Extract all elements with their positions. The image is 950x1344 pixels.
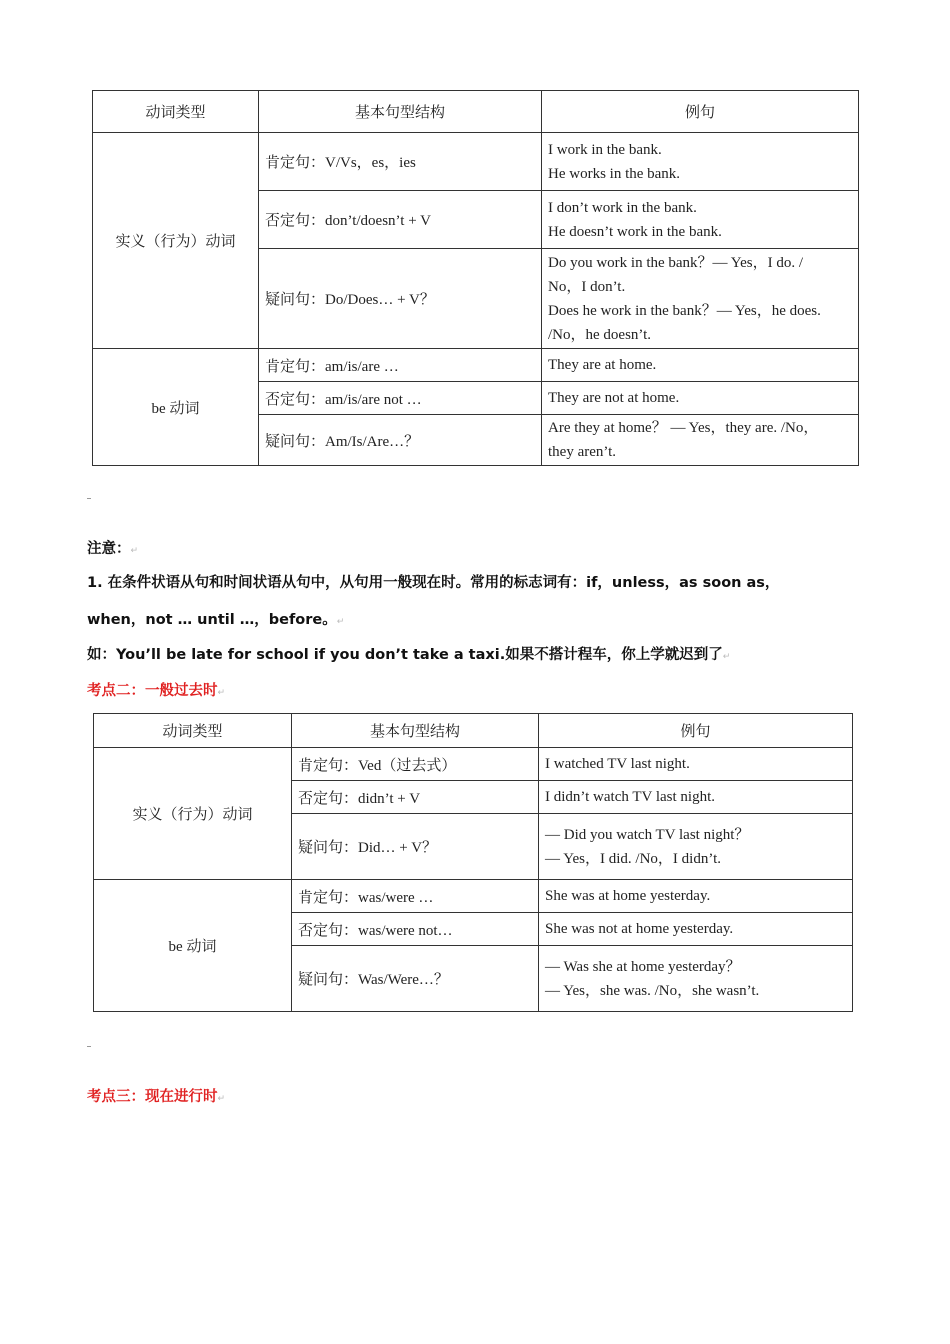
structure-cell: 否定句：was/were not… (292, 913, 539, 946)
example-line: /No，he doesn’t. (548, 326, 652, 343)
example-line: He works in the bank. (548, 165, 681, 182)
structure-cell: 疑问句：Am/Is/Are…？ (259, 415, 542, 466)
paragraph-mark (87, 498, 91, 499)
paragraph-mark (87, 1046, 91, 1047)
section-3-title: 考点三：现在进行时↵ (87, 1089, 226, 1105)
verb-type-cell: be 动词 (93, 349, 259, 466)
example-cell: I watched TV last night. (539, 748, 853, 781)
structure-cell: 否定句：am/is/are not … (259, 382, 542, 415)
example-line: I don’t work in the bank. (548, 199, 697, 216)
structure-cell: 肯定句：V/Vs，es，ies (259, 133, 542, 191)
example-cell (539, 946, 853, 1012)
header-example: 例句 (539, 714, 853, 748)
past-simple-table (93, 713, 853, 1012)
header-example: 例句 (542, 91, 859, 133)
note-item-1-line-1: 1. 在条件状语从句和时间状语从句中，从句用一般现在时。常用的标志词有：if，unless，as soon as， (87, 575, 780, 591)
header-verb-type: 动词类型 (93, 91, 259, 133)
table-header-row (94, 714, 853, 748)
example-line: No，I don’t. (548, 278, 626, 295)
example-cell: They are at home. (542, 349, 859, 382)
note-item-1-line-2: when，not … until …，before。↵ (87, 612, 345, 628)
table-row (93, 349, 859, 382)
example-line: Are they at home？ — Yes，they are. /No， (548, 420, 819, 436)
example-cell: They are not at home. (542, 382, 859, 415)
table-header-row (93, 91, 859, 133)
structure-cell: 疑问句：Did… + V？ (292, 814, 539, 880)
verb-type-cell: 实义（行为）动词 (93, 133, 259, 349)
example-line: — Did you watch TV last night？ (545, 826, 750, 843)
example-cell: She was at home yesterday. (539, 880, 853, 913)
example-cell (542, 133, 859, 191)
example-line: they aren’t. (548, 444, 617, 460)
structure-cell: 肯定句：Ved（过去式） (292, 748, 539, 781)
table-row (93, 133, 859, 191)
header-structure: 基本句型结构 (292, 714, 539, 748)
example-line: He doesn’t work in the bank. (548, 223, 722, 240)
verb-type-cell: be 动词 (94, 880, 292, 1012)
structure-cell: 肯定句：was/were … (292, 880, 539, 913)
example-line: — Yes，she was. /No，she wasn’t. (545, 982, 760, 999)
structure-cell: 疑问句：Was/Were…？ (292, 946, 539, 1012)
note-title: 注意：↵ (87, 541, 139, 557)
example-line: Does he work in the bank？— Yes，he does. (548, 302, 821, 319)
structure-cell: 否定句：didn’t + V (292, 781, 539, 814)
structure-cell: 否定句：don’t/doesn’t + V (259, 191, 542, 249)
present-simple-table (92, 90, 859, 466)
example-cell (542, 249, 859, 349)
example-line: Do you work in the bank？— Yes，I do. / (548, 254, 803, 271)
header-structure: 基本句型结构 (259, 91, 542, 133)
example-cell (539, 814, 853, 880)
verb-type-cell: 实义（行为）动词 (94, 748, 292, 880)
table-row (94, 880, 853, 913)
table-row (94, 748, 853, 781)
example-cell (542, 415, 859, 466)
structure-cell: 肯定句：am/is/are … (259, 349, 542, 382)
section-2-title: 考点二：一般过去时↵ (87, 683, 226, 699)
example-cell: She was not at home yesterday. (539, 913, 853, 946)
example-line: — Was she at home yesterday？ (545, 958, 741, 975)
example-line: — Yes，I did. /No，I didn’t. (545, 850, 721, 867)
example-line: I work in the bank. (548, 141, 662, 158)
note-example: 如：You’ll be late for school if you don’t take a taxi.如果不搭计程车，你上学就迟到了↵ (87, 647, 731, 663)
example-cell: I didn’t watch TV last night. (539, 781, 853, 814)
structure-cell: 疑问句：Do/Does… + V？ (259, 249, 542, 349)
header-verb-type: 动词类型 (94, 714, 292, 748)
example-cell (542, 191, 859, 249)
